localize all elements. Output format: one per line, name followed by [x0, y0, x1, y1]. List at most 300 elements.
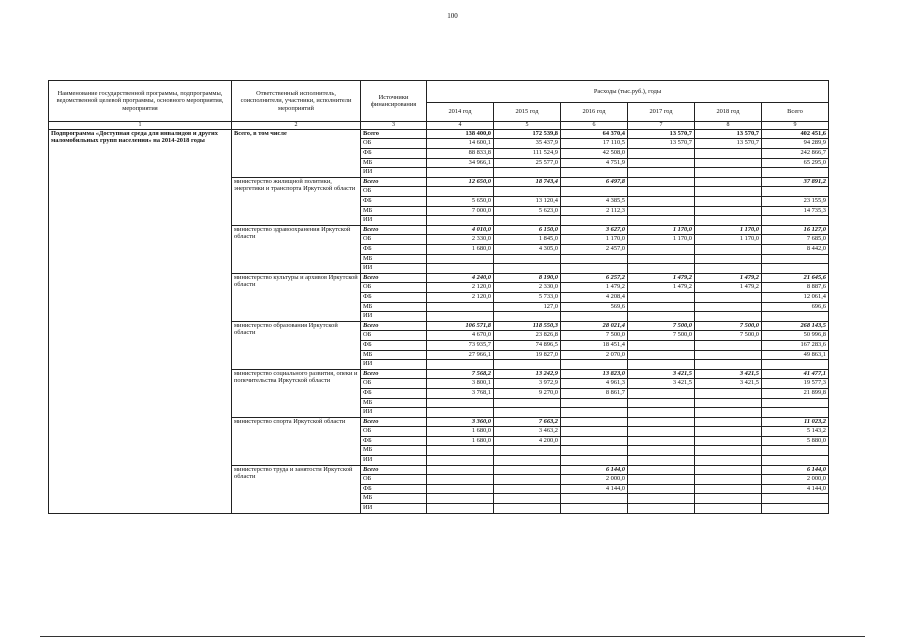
- year-value-cell: [695, 427, 762, 437]
- executor-cell: министерство здравоохранения Иркутской области: [232, 225, 361, 273]
- year-value-cell: 7 500,0: [695, 331, 762, 341]
- funding-source-cell: ИИ: [361, 360, 427, 370]
- total-value-cell: [762, 494, 829, 504]
- header-source-cell: Источники финансирования: [361, 81, 427, 122]
- total-value-cell: 16 127,0: [762, 225, 829, 235]
- year-value-cell: 4 144,0: [561, 484, 628, 494]
- year-value-cell: [628, 158, 695, 168]
- column-number-row: [49, 122, 829, 130]
- funding-source-cell: ИИ: [361, 408, 427, 418]
- year-value-cell: 5 623,0: [494, 206, 561, 216]
- header-year-2016: 2016 год: [561, 102, 628, 121]
- total-value-cell: 7 685,0: [762, 235, 829, 245]
- total-value-cell: 696,6: [762, 302, 829, 312]
- year-value-cell: 3 421,5: [628, 379, 695, 389]
- year-value-cell: 13 570,7: [628, 129, 695, 139]
- total-value-cell: [762, 168, 829, 178]
- year-value-cell: [561, 504, 628, 514]
- year-value-cell: 1 680,0: [427, 427, 494, 437]
- header-executor-cell: Ответственный исполнитель, соисполнители, участники, исполнители мероприятий: [232, 81, 361, 122]
- year-value-cell: 111 524,9: [494, 149, 561, 159]
- funding-source-cell: Всего: [361, 177, 427, 187]
- year-value-cell: [427, 312, 494, 322]
- year-value-cell: [427, 408, 494, 418]
- year-value-cell: [628, 264, 695, 274]
- total-value-cell: [762, 264, 829, 274]
- total-value-cell: 402 451,6: [762, 129, 829, 139]
- funding-source-cell: ОБ: [361, 475, 427, 485]
- year-value-cell: [628, 312, 695, 322]
- year-value-cell: [695, 292, 762, 302]
- year-value-cell: 3 421,5: [695, 369, 762, 379]
- year-value-cell: 118 550,3: [494, 321, 561, 331]
- year-value-cell: [427, 254, 494, 264]
- year-value-cell: [628, 340, 695, 350]
- page-number: 100: [447, 12, 458, 20]
- year-value-cell: 3 972,9: [494, 379, 561, 389]
- year-value-cell: 1 170,0: [695, 235, 762, 245]
- year-value-cell: 2 120,0: [427, 292, 494, 302]
- total-value-cell: 37 891,2: [762, 177, 829, 187]
- year-value-cell: [494, 168, 561, 178]
- funding-source-cell: Всего: [361, 321, 427, 331]
- year-value-cell: [695, 216, 762, 226]
- funding-source-cell: Всего: [361, 225, 427, 235]
- year-value-cell: [628, 398, 695, 408]
- year-value-cell: [494, 446, 561, 456]
- year-value-cell: [695, 302, 762, 312]
- year-value-cell: [561, 456, 628, 466]
- total-value-cell: 268 143,5: [762, 321, 829, 331]
- year-value-cell: 13 823,0: [561, 369, 628, 379]
- year-value-cell: 2 330,0: [494, 283, 561, 293]
- column-number: 3: [361, 122, 427, 130]
- year-value-cell: [427, 360, 494, 370]
- year-value-cell: 28 021,4: [561, 321, 628, 331]
- funding-source-cell: МБ: [361, 158, 427, 168]
- total-value-cell: 5 880,0: [762, 436, 829, 446]
- year-value-cell: [561, 427, 628, 437]
- year-value-cell: [695, 475, 762, 485]
- year-value-cell: [628, 206, 695, 216]
- funding-source-cell: ФБ: [361, 340, 427, 350]
- year-value-cell: 1 479,2: [628, 283, 695, 293]
- funding-source-cell: МБ: [361, 494, 427, 504]
- year-value-cell: [695, 446, 762, 456]
- total-value-cell: [762, 408, 829, 418]
- funding-source-cell: МБ: [361, 254, 427, 264]
- year-value-cell: [628, 350, 695, 360]
- total-value-cell: 11 023,2: [762, 417, 829, 427]
- total-value-cell: 4 144,0: [762, 484, 829, 494]
- year-value-cell: [561, 417, 628, 427]
- funding-source-cell: ИИ: [361, 264, 427, 274]
- year-value-cell: [628, 254, 695, 264]
- funding-source-cell: ФБ: [361, 484, 427, 494]
- column-number: 2: [232, 122, 361, 130]
- year-value-cell: [695, 149, 762, 159]
- year-value-cell: 73 935,7: [427, 340, 494, 350]
- year-value-cell: [427, 465, 494, 475]
- year-value-cell: [628, 197, 695, 207]
- executor-cell: Всего, в том числе: [232, 129, 361, 177]
- executor-cell: министерство культуры и архивов Иркутской области: [232, 273, 361, 321]
- year-value-cell: [628, 149, 695, 159]
- funding-source-cell: ИИ: [361, 456, 427, 466]
- year-value-cell: [695, 456, 762, 466]
- year-value-cell: 106 571,8: [427, 321, 494, 331]
- total-value-cell: 65 295,0: [762, 158, 829, 168]
- year-value-cell: 2 000,0: [561, 475, 628, 485]
- funding-source-cell: Всего: [361, 417, 427, 427]
- total-value-cell: 50 996,8: [762, 331, 829, 341]
- column-number: 9: [762, 122, 829, 130]
- year-value-cell: [427, 187, 494, 197]
- funding-source-cell: ОБ: [361, 427, 427, 437]
- executor-cell: министерство образования Иркутской области: [232, 321, 361, 369]
- year-value-cell: [695, 158, 762, 168]
- column-number: 6: [561, 122, 628, 130]
- year-value-cell: [628, 417, 695, 427]
- year-value-cell: [427, 446, 494, 456]
- year-value-cell: [628, 408, 695, 418]
- year-value-cell: [494, 504, 561, 514]
- year-value-cell: 13 120,4: [494, 197, 561, 207]
- year-value-cell: [695, 504, 762, 514]
- year-value-cell: 1 479,2: [628, 273, 695, 283]
- year-value-cell: [695, 398, 762, 408]
- funding-source-cell: Всего: [361, 273, 427, 283]
- funding-source-cell: ФБ: [361, 149, 427, 159]
- year-value-cell: [427, 504, 494, 514]
- year-value-cell: [427, 494, 494, 504]
- year-value-cell: [561, 398, 628, 408]
- year-value-cell: [695, 350, 762, 360]
- total-value-cell: 21 899,8: [762, 388, 829, 398]
- year-value-cell: [695, 168, 762, 178]
- column-number: 8: [695, 122, 762, 130]
- year-value-cell: [427, 302, 494, 312]
- executor-cell: министерство спорта Иркутской области: [232, 417, 361, 465]
- year-value-cell: 4 385,5: [561, 197, 628, 207]
- year-value-cell: [695, 417, 762, 427]
- year-value-cell: 2 457,0: [561, 245, 628, 255]
- year-value-cell: 3 463,2: [494, 427, 561, 437]
- funding-source-cell: ИИ: [361, 504, 427, 514]
- funding-source-cell: МБ: [361, 398, 427, 408]
- year-value-cell: [494, 465, 561, 475]
- header-expenses-cell: Расходы (тыс.руб.), годы: [427, 81, 829, 103]
- year-value-cell: 74 896,5: [494, 340, 561, 350]
- year-value-cell: 8 861,7: [561, 388, 628, 398]
- column-number: 7: [628, 122, 695, 130]
- year-value-cell: [695, 494, 762, 504]
- year-value-cell: [494, 216, 561, 226]
- year-value-cell: 7 500,0: [628, 321, 695, 331]
- year-value-cell: [494, 398, 561, 408]
- year-value-cell: [628, 446, 695, 456]
- year-value-cell: [427, 168, 494, 178]
- year-value-cell: 2 112,3: [561, 206, 628, 216]
- total-value-cell: [762, 187, 829, 197]
- year-value-cell: [628, 465, 695, 475]
- year-value-cell: 17 110,5: [561, 139, 628, 149]
- header-row: [49, 81, 829, 103]
- year-value-cell: 4 010,0: [427, 225, 494, 235]
- year-value-cell: 3 421,5: [628, 369, 695, 379]
- year-value-cell: 18 743,4: [494, 177, 561, 187]
- total-value-cell: [762, 216, 829, 226]
- year-value-cell: 13 570,7: [695, 139, 762, 149]
- funding-source-cell: Всего: [361, 129, 427, 139]
- year-value-cell: [494, 254, 561, 264]
- year-value-cell: 19 827,0: [494, 350, 561, 360]
- year-value-cell: [628, 388, 695, 398]
- year-value-cell: 13 570,7: [695, 129, 762, 139]
- funding-source-cell: ИИ: [361, 216, 427, 226]
- year-value-cell: 4 240,0: [427, 273, 494, 283]
- year-value-cell: [561, 494, 628, 504]
- total-value-cell: [762, 456, 829, 466]
- year-value-cell: 12 650,0: [427, 177, 494, 187]
- year-value-cell: 1 680,0: [427, 436, 494, 446]
- year-value-cell: 6 144,0: [561, 465, 628, 475]
- year-value-cell: 5 733,0: [494, 292, 561, 302]
- year-value-cell: 3 800,1: [427, 379, 494, 389]
- total-value-cell: 12 061,4: [762, 292, 829, 302]
- year-value-cell: [561, 312, 628, 322]
- year-value-cell: [628, 245, 695, 255]
- year-value-cell: 4 961,3: [561, 379, 628, 389]
- header-year-2015: 2015 год: [494, 102, 561, 121]
- year-value-cell: [427, 456, 494, 466]
- year-value-cell: 3 421,5: [695, 379, 762, 389]
- year-value-cell: [561, 264, 628, 274]
- year-value-cell: 138 400,0: [427, 129, 494, 139]
- year-value-cell: 7 568,2: [427, 369, 494, 379]
- funding-source-cell: МБ: [361, 446, 427, 456]
- year-value-cell: 34 966,1: [427, 158, 494, 168]
- total-value-cell: 6 144,0: [762, 465, 829, 475]
- year-value-cell: [628, 456, 695, 466]
- year-value-cell: [494, 484, 561, 494]
- year-value-cell: [427, 475, 494, 485]
- header-year-2017: 2017 год: [628, 102, 695, 121]
- year-value-cell: 4 305,0: [494, 245, 561, 255]
- year-value-cell: [628, 216, 695, 226]
- year-value-cell: [695, 187, 762, 197]
- total-value-cell: [762, 398, 829, 408]
- year-value-cell: [561, 436, 628, 446]
- year-value-cell: 1 479,2: [695, 273, 762, 283]
- year-value-cell: [427, 398, 494, 408]
- funding-source-cell: ОБ: [361, 331, 427, 341]
- year-value-cell: 9 270,0: [494, 388, 561, 398]
- year-value-cell: 7 500,0: [628, 331, 695, 341]
- funding-source-cell: МБ: [361, 350, 427, 360]
- year-value-cell: [561, 254, 628, 264]
- year-value-cell: 7 663,2: [494, 417, 561, 427]
- year-value-cell: [561, 408, 628, 418]
- total-value-cell: 5 143,2: [762, 427, 829, 437]
- year-value-cell: 42 508,0: [561, 149, 628, 159]
- year-value-cell: 6 257,2: [561, 273, 628, 283]
- year-value-cell: 2 330,0: [427, 235, 494, 245]
- column-number: 1: [49, 122, 232, 130]
- total-value-cell: 19 577,3: [762, 379, 829, 389]
- executor-cell: министерство жилищной политики, энергетики и транспорта Иркутской области: [232, 177, 361, 225]
- year-value-cell: [427, 216, 494, 226]
- year-value-cell: [695, 340, 762, 350]
- year-value-cell: [695, 360, 762, 370]
- total-value-cell: 21 645,6: [762, 273, 829, 283]
- total-value-cell: 41 477,1: [762, 369, 829, 379]
- year-value-cell: [695, 408, 762, 418]
- year-value-cell: [628, 427, 695, 437]
- total-value-cell: [762, 360, 829, 370]
- funding-source-cell: ФБ: [361, 245, 427, 255]
- year-value-cell: 1 479,2: [695, 283, 762, 293]
- year-value-cell: [695, 436, 762, 446]
- year-value-cell: [628, 187, 695, 197]
- year-value-cell: 64 370,4: [561, 129, 628, 139]
- year-value-cell: 13 242,9: [494, 369, 561, 379]
- column-number: 4: [427, 122, 494, 130]
- year-value-cell: 4 670,0: [427, 331, 494, 341]
- year-value-cell: 2 070,0: [561, 350, 628, 360]
- year-value-cell: [628, 302, 695, 312]
- total-value-cell: 2 000,0: [762, 475, 829, 485]
- year-value-cell: [628, 504, 695, 514]
- column-number: 5: [494, 122, 561, 130]
- year-value-cell: [628, 475, 695, 485]
- year-value-cell: [494, 475, 561, 485]
- year-value-cell: [695, 177, 762, 187]
- total-value-cell: 167 283,6: [762, 340, 829, 350]
- funding-source-cell: ИИ: [361, 168, 427, 178]
- funding-source-cell: ФБ: [361, 292, 427, 302]
- header-year-2018: 2018 год: [695, 102, 762, 121]
- year-value-cell: [494, 456, 561, 466]
- funding-source-cell: ОБ: [361, 283, 427, 293]
- year-value-cell: [695, 206, 762, 216]
- funding-source-cell: МБ: [361, 206, 427, 216]
- year-value-cell: 3 360,0: [427, 417, 494, 427]
- page-bottom-rule: [40, 636, 865, 637]
- total-value-cell: [762, 446, 829, 456]
- funding-source-cell: ОБ: [361, 235, 427, 245]
- header-year-2014: 2014 год: [427, 102, 494, 121]
- executor-cell: министерство труда и занятости Иркутской области: [232, 465, 361, 513]
- year-value-cell: 1 680,0: [427, 245, 494, 255]
- year-value-cell: [695, 264, 762, 274]
- year-value-cell: 1 170,0: [561, 235, 628, 245]
- year-value-cell: [427, 484, 494, 494]
- year-value-cell: [695, 197, 762, 207]
- year-value-cell: [494, 312, 561, 322]
- year-value-cell: [427, 264, 494, 274]
- year-value-cell: 1 845,0: [494, 235, 561, 245]
- year-value-cell: 27 966,1: [427, 350, 494, 360]
- year-value-cell: [561, 168, 628, 178]
- year-value-cell: 3 768,1: [427, 388, 494, 398]
- year-value-cell: 4 200,0: [494, 436, 561, 446]
- funding-source-cell: МБ: [361, 302, 427, 312]
- year-value-cell: 35 437,9: [494, 139, 561, 149]
- year-value-cell: [561, 360, 628, 370]
- year-value-cell: 6 497,8: [561, 177, 628, 187]
- year-value-cell: [494, 494, 561, 504]
- total-value-cell: 49 863,1: [762, 350, 829, 360]
- funding-source-cell: ОБ: [361, 139, 427, 149]
- year-value-cell: [628, 292, 695, 302]
- year-value-cell: 569,6: [561, 302, 628, 312]
- year-value-cell: 13 570,7: [628, 139, 695, 149]
- year-value-cell: [561, 446, 628, 456]
- year-value-cell: 23 826,8: [494, 331, 561, 341]
- year-value-cell: 4 751,9: [561, 158, 628, 168]
- year-value-cell: 4 208,4: [561, 292, 628, 302]
- total-value-cell: [762, 254, 829, 264]
- budget-table: [48, 80, 829, 514]
- funding-source-cell: Всего: [361, 369, 427, 379]
- total-value-cell: 23 155,9: [762, 197, 829, 207]
- funding-source-cell: ОБ: [361, 187, 427, 197]
- total-value-cell: 94 289,9: [762, 139, 829, 149]
- year-value-cell: [628, 360, 695, 370]
- funding-source-cell: ФБ: [361, 388, 427, 398]
- year-value-cell: 5 650,0: [427, 197, 494, 207]
- total-value-cell: [762, 504, 829, 514]
- funding-source-cell: ИИ: [361, 312, 427, 322]
- year-value-cell: [628, 436, 695, 446]
- executor-cell: министерство социального развития, опеки и попечительства Иркутской области: [232, 369, 361, 417]
- year-value-cell: 2 120,0: [427, 283, 494, 293]
- total-value-cell: 14 735,3: [762, 206, 829, 216]
- year-value-cell: [695, 245, 762, 255]
- year-value-cell: 127,0: [494, 302, 561, 312]
- year-value-cell: [628, 484, 695, 494]
- year-value-cell: [695, 388, 762, 398]
- year-value-cell: 7 000,0: [427, 206, 494, 216]
- header-name-cell: Наименование государственной программы, подпрограммы, ведомственной целевой программы, основного мероприятия, мероприятия: [49, 81, 232, 122]
- year-value-cell: 7 500,0: [695, 321, 762, 331]
- year-value-cell: 1 170,0: [695, 225, 762, 235]
- year-value-cell: [628, 168, 695, 178]
- subprogram-name-cell: Подпрограмма «Доступная среда для инвалидов и других маломобильных групп населения» на 2014-2018 годы: [49, 129, 232, 513]
- year-value-cell: 172 539,8: [494, 129, 561, 139]
- funding-source-cell: Всего: [361, 465, 427, 475]
- year-value-cell: [695, 254, 762, 264]
- year-value-cell: 25 577,0: [494, 158, 561, 168]
- year-value-cell: [494, 408, 561, 418]
- year-value-cell: 8 190,0: [494, 273, 561, 283]
- year-value-cell: 14 600,1: [427, 139, 494, 149]
- year-value-cell: [628, 494, 695, 504]
- year-value-cell: 1 170,0: [628, 225, 695, 235]
- year-value-cell: 6 150,0: [494, 225, 561, 235]
- year-value-cell: [628, 177, 695, 187]
- year-value-cell: [561, 187, 628, 197]
- header-total: Всего: [762, 102, 829, 121]
- total-value-cell: 8 442,0: [762, 245, 829, 255]
- year-value-cell: [494, 264, 561, 274]
- year-value-cell: 88 833,8: [427, 149, 494, 159]
- funding-source-cell: ФБ: [361, 436, 427, 446]
- total-value-cell: 8 887,6: [762, 283, 829, 293]
- year-value-cell: 1 170,0: [628, 235, 695, 245]
- year-value-cell: [695, 312, 762, 322]
